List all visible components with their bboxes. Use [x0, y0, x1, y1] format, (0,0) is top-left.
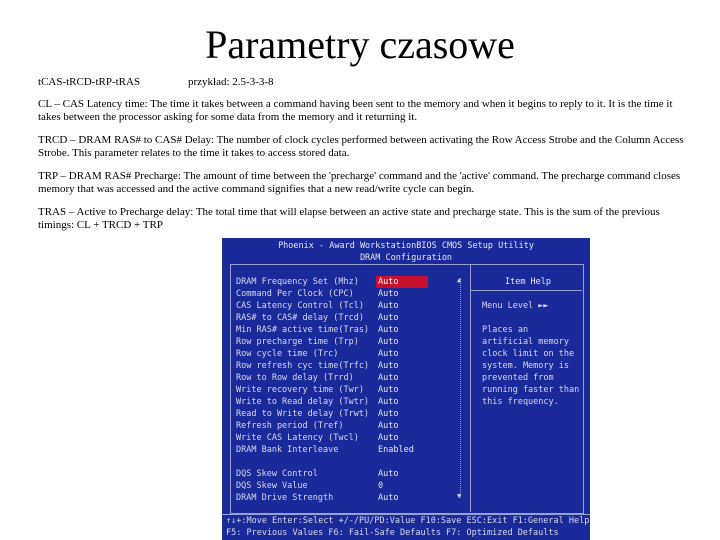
- bios-row-label: DQS Skew Control: [236, 469, 318, 479]
- bios-footer-keys: ↑↓+:Move Enter:Select +/-/PU/PD:Value F10:Save ESC:Exit F1:General Help: [226, 516, 590, 526]
- bios-row-value[interactable]: Auto: [378, 349, 399, 359]
- bios-row[interactable]: [236, 444, 466, 456]
- bios-row[interactable]: [236, 288, 466, 300]
- bios-divider: [470, 265, 471, 512]
- bios-row-value[interactable]: Auto: [378, 409, 399, 419]
- paragraph-tras: TRAS – Active to Precharge delay: The total time that will elapse between an active state and precharge state. This is the sum of the previous timings: CL + TRCD + TRP: [38, 206, 660, 231]
- bios-row-label: Write to Read delay (Twtr): [236, 397, 370, 407]
- bios-row-value[interactable]: Auto: [378, 325, 399, 335]
- bios-row-label: Read to Write delay (Trwt): [236, 409, 370, 419]
- bios-row-value[interactable]: Auto: [378, 313, 399, 323]
- bios-row-value[interactable]: Auto: [378, 421, 399, 431]
- bios-screenshot: [222, 238, 590, 540]
- bios-row[interactable]: [236, 300, 466, 312]
- bios-row[interactable]: [236, 372, 466, 384]
- bios-row-value[interactable]: Auto: [378, 337, 399, 347]
- bios-row-value[interactable]: Auto: [378, 433, 399, 443]
- paragraph-trcd: TRCD – DRAM RAS# to CAS# Delay: The number of clock cycles performed between activating the Row Access Strobe and the Column Access Strobe. This parameter relates to the time it takes to access stored data.: [38, 134, 684, 159]
- bios-row-label: CAS Latency Control (Tcl): [236, 301, 364, 311]
- bios-row-value[interactable]: Auto: [378, 373, 399, 383]
- bios-footer-defaults: F5: Previous Values F6: Fail-Safe Defaults F7: Optimized Defaults: [226, 528, 559, 538]
- bios-scrollbar[interactable]: [457, 276, 465, 500]
- bios-row[interactable]: [236, 324, 466, 336]
- bios-row-value[interactable]: Auto: [378, 289, 399, 299]
- bios-row[interactable]: [236, 312, 466, 324]
- bios-row-value[interactable]: Enabled: [378, 445, 414, 455]
- bios-row-value[interactable]: Auto: [378, 469, 399, 479]
- bios-row[interactable]: [236, 468, 466, 480]
- paragraph-trp: TRP – DRAM RAS# Precharge: The amount of time between the 'precharge' command and the 'active' command. The precharge command closes memory that was accessed and the active command signifies that a new read/write cycle can begin.: [38, 170, 681, 195]
- bios-footer: [222, 514, 590, 539]
- bios-row[interactable]: [236, 408, 466, 420]
- bios-row-label: Write recovery time (Twr): [236, 385, 364, 395]
- bios-row-label: DRAM Bank Interleave: [236, 445, 339, 455]
- bios-row-value[interactable]: Auto: [378, 493, 399, 503]
- bios-row-value[interactable]: 0: [378, 481, 384, 491]
- bios-row-value[interactable]: Auto: [378, 301, 399, 311]
- bios-row[interactable]: [236, 360, 466, 372]
- help-description: Places an artificial memory clock limit on the system. Memory is prevented from running faster than this frequency.: [482, 325, 580, 407]
- bios-header: [222, 240, 590, 264]
- help-menu-level: Menu Level ►►: [482, 301, 549, 311]
- bios-row-label: Row to Row delay (Trrd): [236, 373, 354, 383]
- bios-row-label: DQS Skew Value: [236, 481, 308, 491]
- paragraph-cl: CL – CAS Latency time: The time it takes between a command having been sent to the memory and when it begins to reply to it. It is the time it takes between the processor asking for some data from the memory and it returning it.: [38, 98, 673, 123]
- bios-row-label: DRAM Frequency Set (Mhz): [236, 277, 359, 287]
- bios-row[interactable]: [236, 396, 466, 408]
- bios-row-label: Row refresh cyc time(Trfc): [236, 361, 370, 371]
- bios-row-value[interactable]: Auto: [376, 276, 428, 288]
- bios-row-value[interactable]: Auto: [378, 385, 399, 395]
- bios-row-label: Row precharge time (Trp): [236, 337, 359, 347]
- bios-header-title: Phoenix - Award WorkstationBIOS CMOS Setup Utility: [278, 241, 534, 251]
- help-separator: [471, 290, 582, 291]
- params-example: przykład: 2.5-3-3-8: [188, 76, 274, 88]
- scroll-down-icon: ▼: [457, 492, 462, 500]
- bios-row-value[interactable]: Auto: [378, 361, 399, 371]
- bios-row-label: Row cycle time (Trc): [236, 349, 339, 359]
- bios-help-panel: [476, 276, 580, 407]
- bios-row[interactable]: [236, 492, 466, 504]
- params-formula: tCAS-tRCD-tRP-tRAS: [38, 76, 141, 88]
- bios-row[interactable]: [236, 384, 466, 396]
- bios-row[interactable]: [236, 276, 466, 288]
- bios-row[interactable]: [236, 336, 466, 348]
- page-title: Parametry czasowe: [205, 22, 515, 67]
- bios-row-value[interactable]: Auto: [378, 397, 399, 407]
- bios-row-label: Command Per Clock (CPC): [236, 289, 354, 299]
- bios-row[interactable]: [236, 420, 466, 432]
- bios-row-label: RAS# to CAS# delay (Trcd): [236, 313, 364, 323]
- bios-row-label: Refresh period (Tref): [236, 421, 344, 431]
- scroll-up-icon: ▲: [457, 276, 462, 284]
- bios-settings-list: [236, 276, 466, 504]
- bios-row[interactable]: [236, 432, 466, 444]
- params-line: [38, 76, 274, 89]
- help-title: Item Help: [504, 277, 552, 287]
- bios-row[interactable]: [236, 348, 466, 360]
- bios-row[interactable]: [236, 480, 466, 492]
- bios-row-label: Min RAS# active time(Tras): [236, 325, 370, 335]
- bios-row-label: Write CAS Latency (Twcl): [236, 433, 359, 443]
- bios-row-label: DRAM Drive Strength: [236, 493, 334, 503]
- bios-header-subtitle: DRAM Configuration: [359, 253, 453, 263]
